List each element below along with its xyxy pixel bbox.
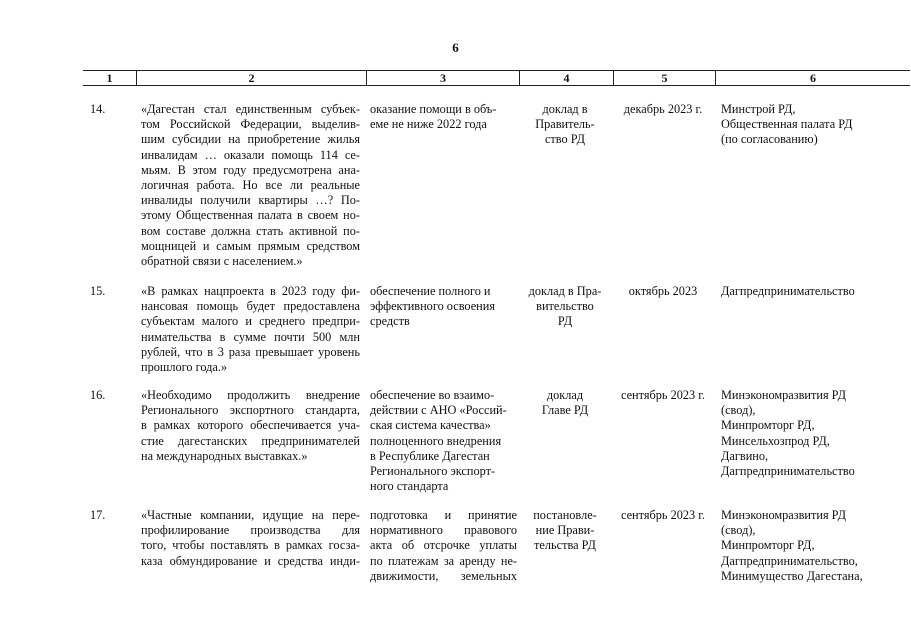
quote-cell — [141, 102, 360, 269]
responsible-line: Общественная палата РД — [721, 117, 853, 132]
row-number: 14. — [90, 102, 106, 116]
responsible-line: Минпромторг РД, — [721, 538, 815, 553]
quote-line: вом составе должна стать активной по- — [141, 223, 360, 238]
report-form-cell — [520, 102, 610, 148]
quote-line: «Частные компании, идущие на пере- — [141, 508, 360, 522]
action-line: нормативного правового — [370, 523, 517, 538]
quote-line: инвалиды получили квартиры …? По- — [141, 193, 360, 208]
quote-line: «В рамках нацпроекта в 2023 году фи- — [141, 284, 360, 298]
responsible-cell — [721, 508, 911, 584]
header-col-4: 4 — [519, 71, 613, 85]
quote-line: «Необходимо продолжить внедрение — [141, 388, 360, 402]
deadline-cell: октябрь 2023 — [628, 284, 698, 298]
deadline-cell: декабрь 2023 г. — [623, 102, 703, 116]
report-form-cell — [520, 284, 610, 330]
header-col-6: 6 — [715, 71, 910, 85]
quote-line: инвалидам … оказали помощь 114 се- — [141, 147, 360, 162]
action-line: акта об отсрочке уплаты — [370, 538, 517, 553]
header-col-3: 3 — [366, 71, 519, 85]
quote-line: обратной связи с населением.» — [141, 254, 303, 269]
deadline-cell: сентябрь 2023 г. — [620, 508, 705, 522]
row-number: 17. — [90, 508, 106, 522]
form-line: постановле- — [533, 508, 597, 522]
header-col-1: 1 — [106, 71, 113, 85]
quote-line: рублей, что в 3 раза превышает уровень — [141, 344, 360, 359]
form-line: вительство — [536, 299, 594, 314]
quote-cell — [141, 508, 360, 569]
report-form-cell — [520, 508, 610, 554]
responsible-line: Минэкономразвития РД — [721, 508, 846, 522]
form-line: Главе РД — [541, 403, 589, 418]
responsible-cell — [721, 388, 911, 479]
action-line: еме не ниже 2022 года — [370, 117, 487, 132]
quote-line: в рамках которого обеспечивается уча- — [141, 418, 360, 433]
action-line: Регионального экспорт- — [370, 464, 496, 479]
action-line: ская система качества» — [370, 418, 491, 433]
quote-line: Регионального экспортного стандарта, — [141, 403, 360, 418]
action-line: средств — [370, 314, 410, 329]
deadline-cell: сентябрь 2023 г. — [620, 388, 705, 402]
responsible-line: (по согласованию) — [721, 132, 818, 147]
action-cell — [370, 508, 517, 584]
form-line: тельства РД — [534, 538, 596, 553]
form-line: доклад в — [542, 102, 588, 116]
action-line: действии с АНО «Россий- — [370, 403, 507, 418]
action-line: по платежам за аренду не- — [370, 553, 517, 568]
action-line: ного стандарта — [370, 479, 449, 494]
quote-line: мьям. В этом году предусмотрена ана- — [141, 162, 360, 177]
action-line: подготовка и принятие — [370, 508, 517, 522]
responsible-line: Дагпредпринимательство — [721, 464, 855, 479]
form-line: РД — [557, 314, 573, 329]
report-form-cell — [520, 388, 610, 418]
action-line: эффективного освоения — [370, 299, 495, 314]
action-cell — [370, 284, 517, 330]
action-line: оказание помощи в объ- — [370, 102, 497, 116]
action-line: полноценного внедрения — [370, 433, 502, 448]
form-line: ство РД — [544, 132, 586, 147]
quote-line: профилирование производства для — [141, 523, 360, 538]
responsible-line: Дагпредпринимательство, — [721, 553, 858, 568]
quote-line: шим субсидии на приобретение жилья — [141, 132, 360, 147]
quote-line: этому Общественная палата в своем но- — [141, 208, 360, 223]
action-line: обеспечение во взаимо- — [370, 388, 495, 402]
quote-line: каза обмундирование и средства инди- — [141, 553, 360, 568]
responsible-cell — [721, 102, 911, 148]
quote-line: том Российской Федерации, выделив- — [141, 117, 360, 132]
action-cell — [370, 102, 517, 132]
responsible-line: (свод), — [721, 523, 756, 538]
form-line: доклад — [546, 388, 584, 402]
action-line: движимости, земельных — [370, 568, 517, 583]
quote-cell — [141, 388, 360, 464]
responsible-cell — [721, 284, 911, 299]
responsible-line: Дагпредпринимательство — [721, 284, 855, 298]
quote-line: нансовая помощь будет предоставлена — [141, 299, 360, 314]
quote-line: прошлого года.» — [141, 360, 228, 375]
row-number: 15. — [90, 284, 106, 298]
quote-line: стие дагестанских предпринимателей — [141, 433, 360, 448]
quote-line: субъектам малого и среднего предпри- — [141, 314, 360, 329]
quote-line: того, чтобы поставлять в рамках госза- — [141, 538, 360, 553]
quote-line: на международных выставках.» — [141, 448, 308, 463]
form-line: доклад в Пра- — [528, 284, 602, 298]
quote-line: мощницей и самым прямым средством — [141, 238, 360, 253]
responsible-line: Минстрой РД, — [721, 102, 796, 116]
quote-line: нимательства в сумме почти 500 млн — [141, 329, 360, 344]
responsible-line: Дагвино, — [721, 448, 769, 463]
table-header-row — [83, 70, 910, 86]
quote-line: логичная работа. Но все ли реальные — [141, 178, 360, 193]
responsible-line: Минпромторг РД, — [721, 418, 815, 433]
header-col-2: 2 — [136, 71, 366, 85]
row-number: 16. — [90, 388, 106, 402]
action-line: обеспечение полного и — [370, 284, 491, 298]
form-line: Правитель- — [535, 117, 595, 132]
responsible-line: Минэкономразвития РД — [721, 388, 846, 402]
page-number: 6 — [452, 40, 459, 55]
quote-line: «Дагестан стал единственным субъек- — [141, 102, 360, 116]
form-line: ние Прави- — [535, 523, 595, 538]
header-col-5: 5 — [613, 71, 715, 85]
responsible-line: (свод), — [721, 403, 756, 418]
action-line: в Республике Дагестан — [370, 448, 490, 463]
responsible-line: Минимущество Дагестана, — [721, 568, 863, 583]
action-cell — [370, 388, 517, 494]
responsible-line: Минсельхозпрод РД, — [721, 433, 830, 448]
quote-cell — [141, 284, 360, 375]
